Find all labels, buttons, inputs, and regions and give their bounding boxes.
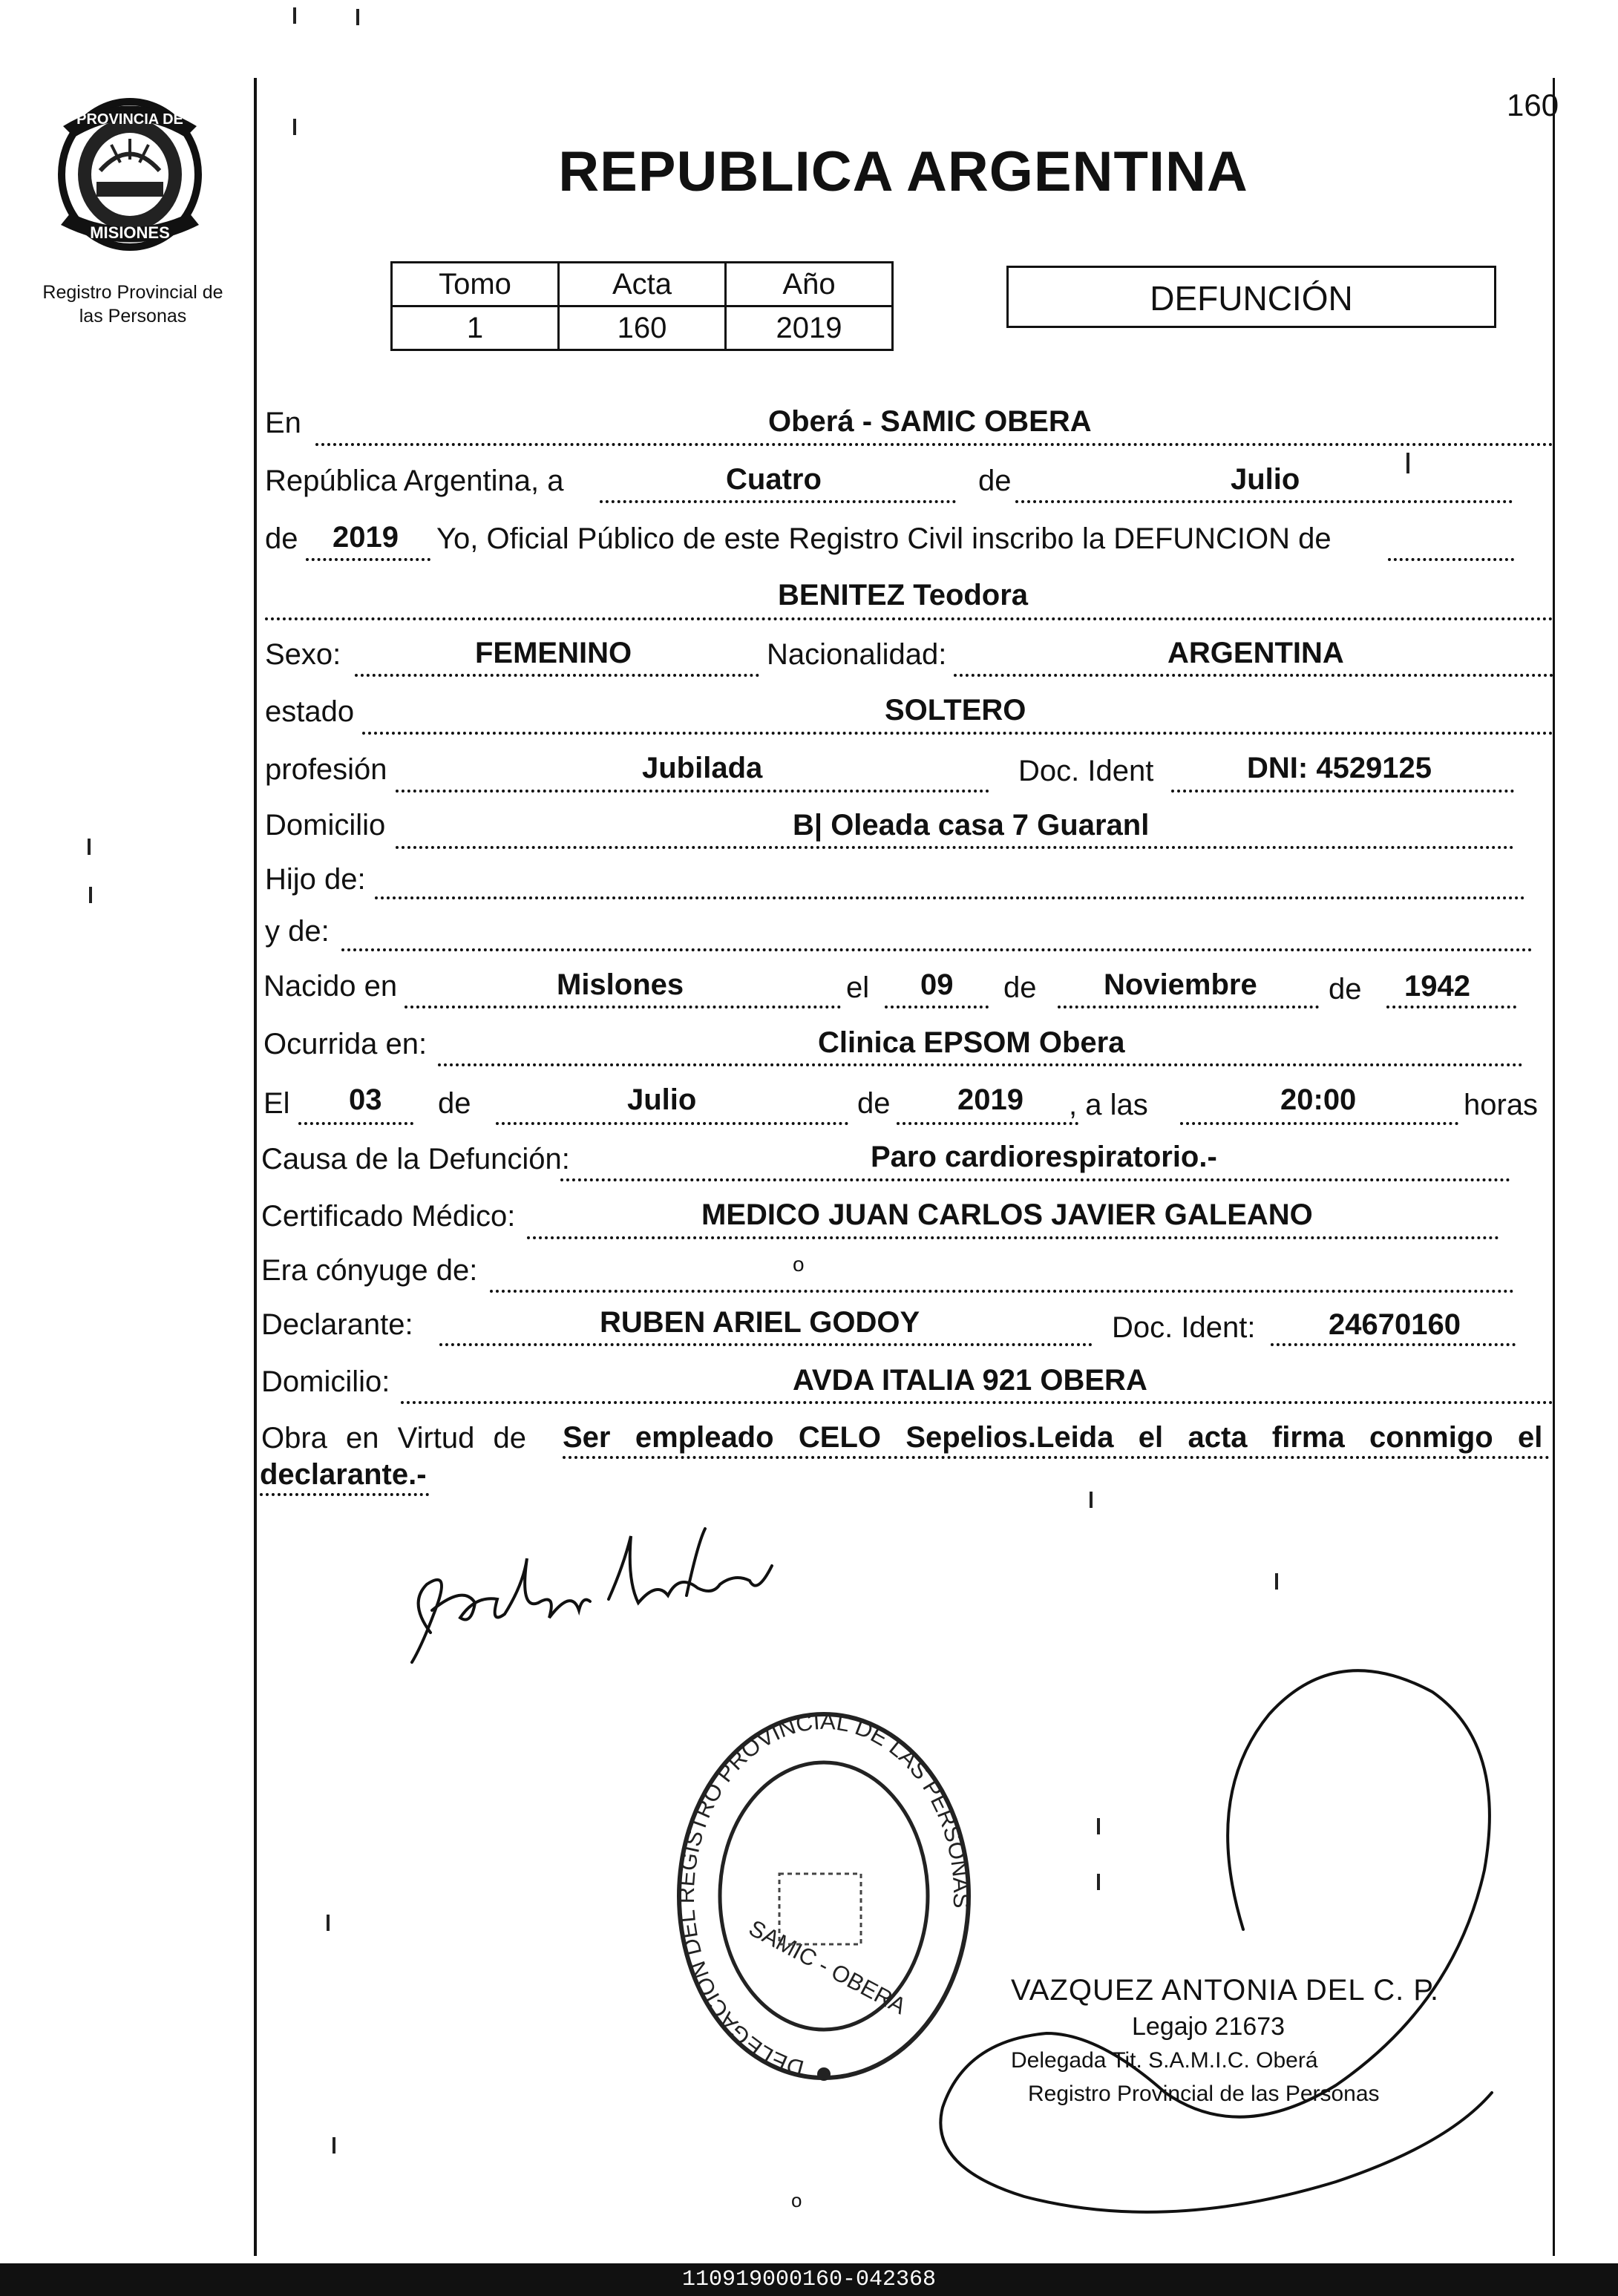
line-obra-1 bbox=[563, 1456, 1550, 1459]
value-obra-line-1: Ser empleado CELO Sepelios.Leida el acta firma conmigo el bbox=[563, 1421, 1543, 1454]
record-table-header-row bbox=[392, 263, 893, 306]
label-el: el bbox=[846, 971, 870, 1004]
value-def-anio: 2019 bbox=[957, 1083, 1023, 1116]
registry-label-line-2: las Personas bbox=[79, 306, 187, 327]
signatory-legajo: Legajo 21673 bbox=[1132, 2013, 1285, 2041]
line-certificado bbox=[527, 1236, 1499, 1239]
declarante-signature bbox=[386, 1514, 816, 1699]
label-yo-oficial: Yo, Oficial Público de este Registro Civil inscribo la DEFUNCION de bbox=[436, 522, 1332, 555]
seal-bottom-text: MISIONES bbox=[90, 223, 170, 242]
label-de-nac-mes: de bbox=[1003, 971, 1037, 1004]
registry-label bbox=[13, 281, 252, 328]
record-table bbox=[390, 261, 894, 351]
page-title: REPUBLICA ARGENTINA bbox=[558, 140, 1248, 203]
label-hijo-de: Hijo de: bbox=[265, 863, 366, 896]
label-de-nac-anio: de bbox=[1329, 973, 1362, 1006]
label-ocurrida-en: Ocurrida en: bbox=[263, 1028, 428, 1060]
official-signature bbox=[854, 1647, 1559, 2226]
value-certificado: MEDICO JUAN CARLOS JAVIER GALEANO bbox=[701, 1198, 1313, 1231]
line-declarante bbox=[439, 1343, 1093, 1346]
label-de-def-mes: de bbox=[438, 1087, 471, 1120]
label-sexo: Sexo: bbox=[265, 638, 341, 671]
small-mark: o bbox=[791, 2189, 802, 2211]
header-acta: Acta bbox=[559, 263, 726, 306]
value-causa: Paro cardiorespiratorio.- bbox=[871, 1141, 1217, 1173]
value-anio: 2019 bbox=[333, 521, 399, 554]
page-number: 160 bbox=[1507, 88, 1559, 122]
label-horas: horas bbox=[1464, 1089, 1539, 1121]
line-def-mes bbox=[496, 1122, 848, 1125]
value-domicilio: B| Oleada casa 7 Guaranl bbox=[793, 809, 1150, 842]
line-profesion bbox=[396, 790, 989, 793]
label-domicilio-declarante: Domicilio: bbox=[261, 1365, 390, 1398]
line-mes bbox=[1015, 500, 1513, 503]
value-estado: SOLTERO bbox=[885, 694, 1026, 726]
signatory-name: VAZQUEZ ANTONIA DEL C. P. bbox=[1011, 1974, 1440, 2007]
value-ocurrida-en: Clinica EPSOM Obera bbox=[818, 1026, 1125, 1059]
line-declarante-doc bbox=[1271, 1343, 1516, 1346]
label-obra-en-virtud: Obra en Virtud de bbox=[261, 1422, 527, 1454]
label-en: En bbox=[265, 407, 301, 439]
line-nombre bbox=[265, 617, 1553, 620]
label-doc-ident: Doc. Ident bbox=[1018, 755, 1154, 787]
label-el-cap: El bbox=[263, 1087, 290, 1120]
header-anio: Año bbox=[726, 263, 893, 306]
value-def-mes: Julio bbox=[627, 1083, 697, 1116]
value-domicilio-declarante: AVDA ITALIA 921 OBERA bbox=[793, 1364, 1147, 1397]
label-declarante: Declarante: bbox=[261, 1308, 413, 1341]
signatory-org: Registro Provincial de las Personas bbox=[1028, 2082, 1380, 2106]
value-lugar: Oberá - SAMIC OBERA bbox=[768, 405, 1092, 438]
line-defuncion-de bbox=[1388, 558, 1514, 561]
label-de-anio: de bbox=[265, 522, 298, 555]
value-dni: DNI: 4529125 bbox=[1247, 752, 1432, 784]
record-table-value-row bbox=[392, 306, 893, 350]
value-obra-line-2: declarante.- bbox=[260, 1458, 427, 1491]
line-nac-anio bbox=[1386, 1006, 1516, 1008]
line-anio bbox=[306, 558, 430, 561]
value-tomo: 1 bbox=[392, 306, 559, 350]
label-domicilio: Domicilio bbox=[265, 809, 386, 842]
value-nac-mes: Noviembre bbox=[1104, 968, 1257, 1001]
line-estado bbox=[362, 732, 1553, 735]
label-doc-ident-declarante: Doc. Ident: bbox=[1112, 1311, 1256, 1344]
line-def-anio bbox=[897, 1122, 1078, 1125]
value-nacionalidad: ARGENTINA bbox=[1167, 637, 1344, 669]
conyuge-mark: o bbox=[793, 1253, 805, 1276]
value-mes: Julio bbox=[1231, 463, 1300, 496]
line-dia bbox=[600, 500, 956, 503]
value-def-dia: 03 bbox=[349, 1083, 382, 1116]
registry-label-line-1: Registro Provincial de bbox=[42, 282, 223, 303]
line-hijo-de bbox=[375, 896, 1525, 899]
value-hora: 20:00 bbox=[1280, 1083, 1357, 1116]
left-margin-line bbox=[254, 78, 257, 2256]
value-dia-texto: Cuatro bbox=[726, 463, 822, 496]
line-causa bbox=[560, 1178, 1510, 1181]
footer-code: 110919000160-042368 bbox=[0, 2263, 1618, 2296]
label-certificado: Certificado Médico: bbox=[261, 1200, 516, 1233]
value-sexo: FEMENINO bbox=[475, 637, 632, 669]
label-a-las: , a las bbox=[1069, 1089, 1148, 1121]
line-def-dia bbox=[298, 1122, 413, 1125]
seal-top-text: PROVINCIA DE bbox=[76, 111, 183, 128]
line-sexo bbox=[355, 674, 759, 677]
record-type-box: DEFUNCIÓN bbox=[1006, 266, 1496, 328]
line-obra-2 bbox=[260, 1493, 429, 1496]
line-nacido-en bbox=[404, 1006, 841, 1008]
value-declarante-doc: 24670160 bbox=[1329, 1308, 1461, 1341]
value-nac-anio: 1942 bbox=[1404, 970, 1470, 1003]
label-profesion: profesión bbox=[265, 753, 387, 786]
label-estado: estado bbox=[265, 695, 355, 728]
label-de-mes: de bbox=[978, 465, 1012, 497]
label-nacionalidad: Nacionalidad: bbox=[767, 638, 947, 671]
line-hora bbox=[1180, 1122, 1458, 1125]
line-ocurrida-en bbox=[438, 1063, 1523, 1066]
line-domicilio-declarante bbox=[401, 1401, 1553, 1404]
label-republica: República Argentina, a bbox=[265, 465, 564, 497]
line-y-de bbox=[341, 948, 1533, 951]
line-domicilio bbox=[396, 846, 1514, 849]
line-nac-dia bbox=[885, 1006, 989, 1008]
label-nacido-en: Nacido en bbox=[263, 970, 398, 1003]
value-nacido-en: Mislones bbox=[557, 968, 684, 1001]
line-nac-mes bbox=[1058, 1006, 1319, 1008]
signatory-role: Delegada Tit. S.A.M.I.C. Oberá bbox=[1011, 2048, 1318, 2073]
label-causa: Causa de la Defunción: bbox=[261, 1143, 570, 1175]
value-profesion: Jubilada bbox=[642, 752, 763, 784]
label-conyuge: Era cónyuge de: bbox=[261, 1254, 478, 1287]
value-anio: 2019 bbox=[726, 306, 893, 350]
value-acta: 160 bbox=[559, 306, 726, 350]
stamp-inner-text: SAMIC - OBERA bbox=[744, 1915, 911, 2020]
line-conyuge bbox=[490, 1290, 1514, 1293]
label-y-de: y de: bbox=[265, 915, 330, 948]
label-de-def-anio: de bbox=[857, 1087, 891, 1120]
provincia-misiones-seal bbox=[45, 93, 215, 260]
value-nac-dia: 09 bbox=[920, 968, 954, 1001]
value-declarante: RUBEN ARIEL GODOY bbox=[600, 1306, 920, 1339]
line-nacionalidad bbox=[954, 674, 1553, 677]
line-lugar bbox=[315, 443, 1553, 446]
value-nombre: BENITEZ Teodora bbox=[778, 579, 1029, 611]
header-tomo: Tomo bbox=[392, 263, 559, 306]
stamp-ring-text: DELEGACION DEL REGISTRO PROVINCIAL DE LAS PERSONAS bbox=[672, 1708, 975, 2082]
line-doc-ident bbox=[1171, 790, 1514, 793]
